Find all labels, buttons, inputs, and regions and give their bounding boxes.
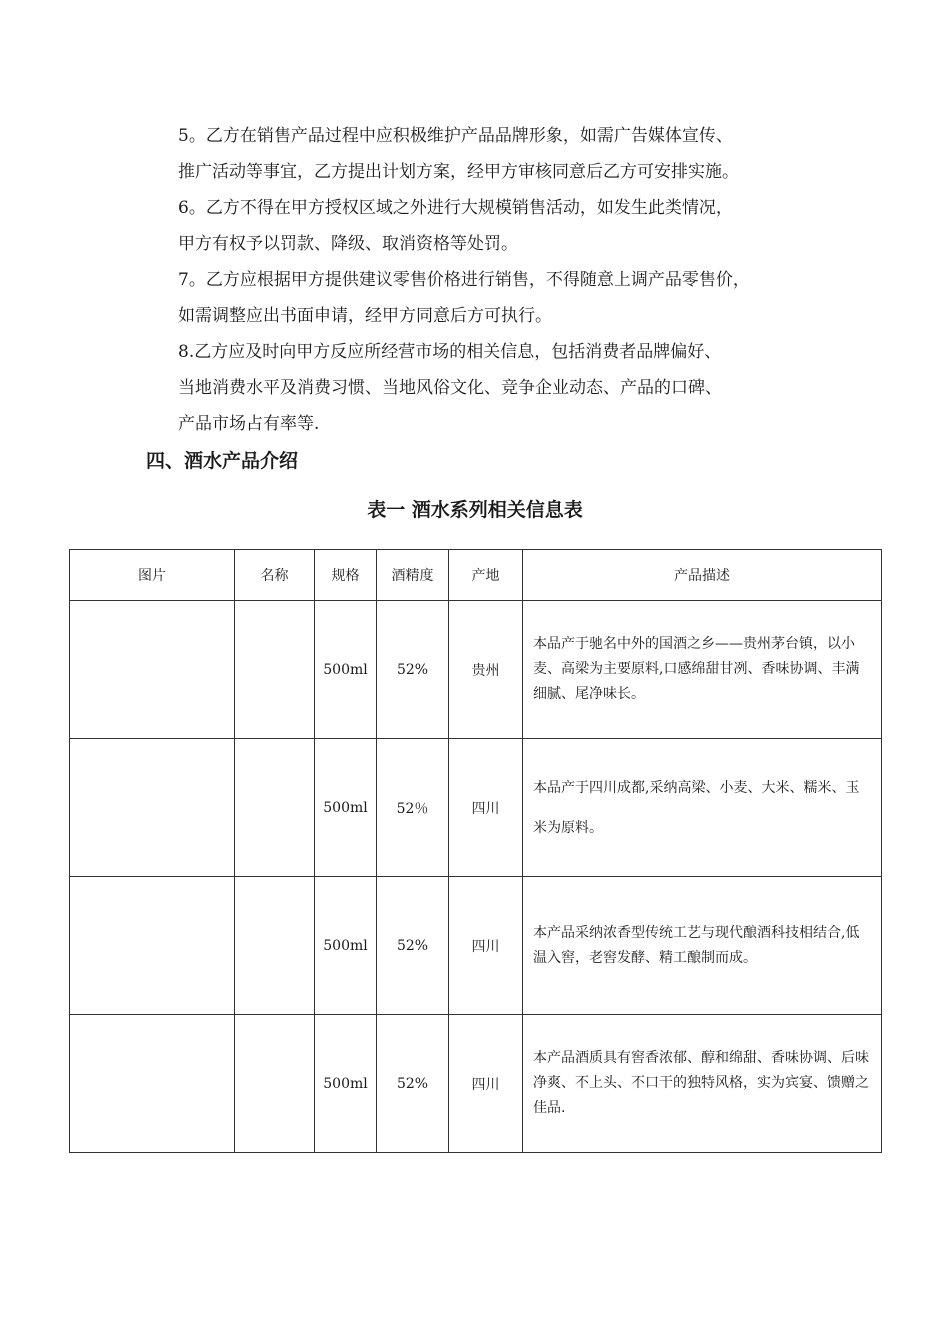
- product-name-cell: [235, 1015, 315, 1153]
- product-name-cell: [235, 601, 315, 739]
- product-spec-cell: 500ml: [315, 1015, 377, 1153]
- product-image-cell: [70, 1015, 235, 1153]
- product-spec-cell: 500ml: [315, 877, 377, 1015]
- product-name-cell: [235, 877, 315, 1015]
- product-table: [69, 549, 882, 1153]
- clause-8-line-3: 产品市场占有率等.: [178, 414, 320, 434]
- header-origin: 产地: [449, 550, 523, 601]
- product-image-cell: [70, 739, 235, 877]
- table-row: [70, 601, 882, 739]
- product-image-cell: [70, 601, 235, 739]
- product-abv-cell: 52%: [377, 1015, 449, 1153]
- product-description-cell: 本品产于四川成都,采纳高梁、小麦、大米、糯米、玉米为原料。: [523, 739, 882, 877]
- product-origin-cell: 四川: [449, 739, 523, 877]
- product-description-cell: 本产品酒质具有窖香浓郁、醇和绵甜、香味协调、后味净爽、不上头、不口干的独特风格，实为宾宴、馈赠之佳品.: [523, 1015, 882, 1153]
- clause-5-line-2: 推广活动等事宜，乙方提出计划方案，经甲方审核同意后乙方可安排实施。: [178, 162, 739, 182]
- product-origin-cell: 四川: [449, 877, 523, 1015]
- table-header-row: [70, 550, 882, 601]
- product-origin-cell: 贵州: [449, 601, 523, 739]
- header-description: 产品描述: [523, 550, 882, 601]
- clause-8-line-1: 8.乙方应及时向甲方反应所经营市场的相关信息，包括消费者品牌偏好、: [178, 342, 722, 362]
- product-origin-cell: 四川: [449, 1015, 523, 1153]
- clause-8-line-2: 当地消费水平及消费习惯、当地风俗文化、竞争企业动态、产品的口碑、: [178, 378, 722, 398]
- clause-7-line-1: 7。乙方应根据甲方提供建议零售价格进行销售，不得随意上调产品零售价，: [178, 270, 750, 290]
- section-heading: 四、酒水产品介绍: [146, 450, 299, 472]
- clause-6-line-2: 甲方有权予以罚款、降级、取消资格等处罚。: [178, 234, 518, 254]
- product-spec-cell: 500ml: [315, 601, 377, 739]
- header-name: 名称: [235, 550, 315, 601]
- product-spec-cell: 500ml: [315, 739, 377, 877]
- product-description-cell: 本品产于驰名中外的国酒之乡——贵州茅台镇，以小麦、高梁为主要原料,口感绵甜甘冽、香味协调、丰满细腻、尾净味长。: [523, 601, 882, 739]
- clause-7-line-2: 如需调整应出书面申请，经甲方同意后方可执行。: [178, 306, 552, 326]
- table-caption: 表一 酒水系列相关信息表: [367, 499, 583, 521]
- clause-5-line-1: 5。乙方在销售产品过程中应积极维护产品品牌形象，如需广告媒体宣传、: [178, 126, 733, 146]
- product-abv-cell: 52%: [377, 877, 449, 1015]
- product-image-cell: [70, 877, 235, 1015]
- product-abv-cell: 52％: [377, 739, 449, 877]
- clause-6-line-1: 6。乙方不得在甲方授权区域之外进行大规模销售活动，如发生此类情况，: [178, 198, 733, 218]
- header-spec: 规格: [315, 550, 377, 601]
- header-abv: 酒精度: [377, 550, 449, 601]
- product-description-cell: 本产品采纳浓香型传统工艺与现代酿酒科技相结合,低温入窖，老窖发酵、精工酿制而成。: [523, 877, 882, 1015]
- product-name-cell: [235, 739, 315, 877]
- table-row: [70, 739, 882, 877]
- product-abv-cell: 52%: [377, 601, 449, 739]
- table-row: [70, 1015, 882, 1153]
- table-row: [70, 877, 882, 1015]
- header-image: 图片: [70, 550, 235, 601]
